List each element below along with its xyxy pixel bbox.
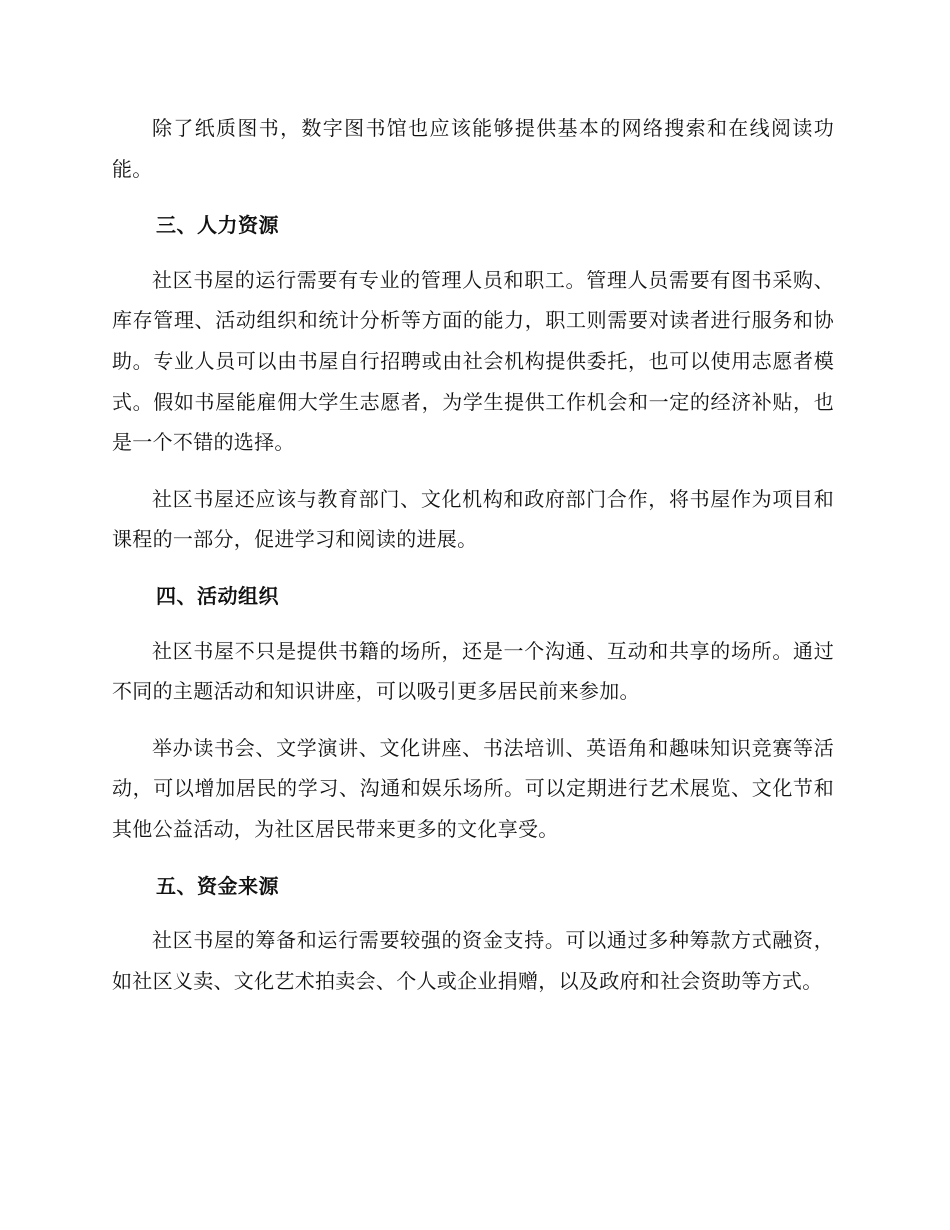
paragraph-fundraising: 社区书屋的筹备和运行需要较强的资金支持。可以通过多种筹款方式融资，如社区义卖、文化艺术拍卖会、个人或企业捐赠，以及政府和社会资助等方式。 xyxy=(112,928,834,993)
paragraph-digital-library: 除了纸质图书，数字图书馆也应该能够提供基本的网络搜索和在线阅读功能。 xyxy=(112,116,834,181)
heading-activities: 四、活动组织 xyxy=(156,583,279,608)
document-page xyxy=(112,108,834,1017)
paragraph-cooperation: 社区书屋还应该与教育部门、文化机构和政府部门合作，将书屋作为项目和课程的一部分，促进学习和阅读的进展。 xyxy=(112,486,834,552)
paragraph-staffing: 社区书屋的运行需要有专业的管理人员和职工。管理人员需要有图书采购、库存管理、活动组织和统计分析等方面的能力，职工则需要对读者进行服务和协助。专业人员可以由书屋自行招聘或由社会机构提供委托，也可以使用志愿者模式。假如书屋能雇佣大学生志愿者，为学生提供工作机会和一定的经济补贴，也是一个不错的选择。 xyxy=(112,267,834,455)
heading-funding: 五、资金来源 xyxy=(156,873,279,898)
paragraph-events: 举办读书会、文学演讲、文化讲座、书法培训、英语角和趣味知识竞赛等活动，可以增加居民的学习、沟通和娱乐场所。可以定期进行艺术展览、文化节和其他公益活动，为社区居民带来更多的文化享受。 xyxy=(112,735,834,841)
heading-human-resources: 三、人力资源 xyxy=(156,213,279,238)
paragraph-community-space: 社区书屋不只是提供书籍的场所，还是一个沟通、互动和共享的场所。通过不同的主题活动和知识讲座，可以吸引更多居民前来参加。 xyxy=(112,638,834,704)
